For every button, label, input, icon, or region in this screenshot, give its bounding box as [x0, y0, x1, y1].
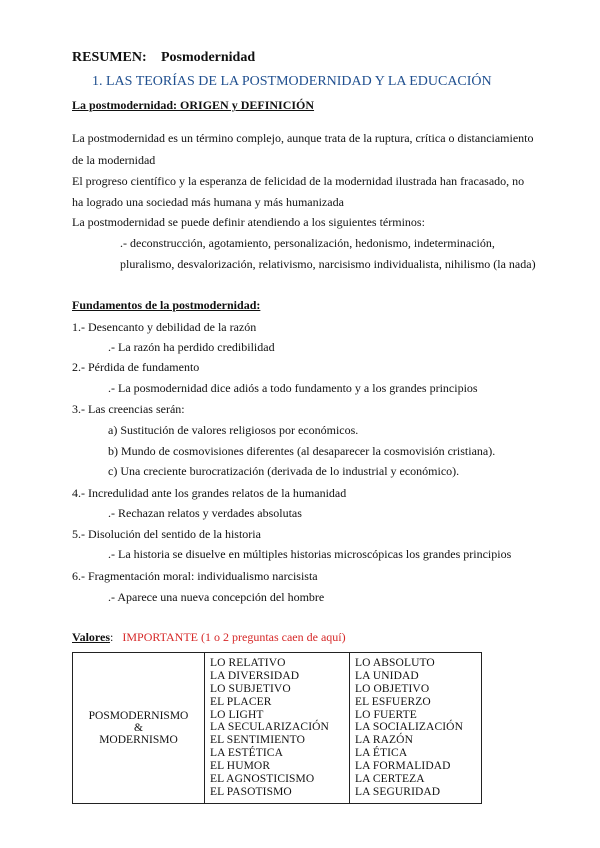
intro-line: ha logrado una sociedad más humana y más humanizada [72, 195, 344, 209]
fundamento-item: 1.- Desencanto y debilidad de la razón [72, 320, 257, 334]
posmodernismo-column [205, 653, 350, 804]
posmodernismo-value: LA SECULARIZACIÓN [210, 721, 329, 734]
modernismo-value: LA SOCIALIZACIÓN [355, 721, 463, 734]
page-title: Posmodernidad [161, 50, 256, 65]
modernismo-column [350, 653, 482, 804]
modernismo-value: LA FORMALIDAD [355, 760, 451, 773]
valores-note: IMPORTANTE (1 o 2 preguntas caen de aquí) [122, 630, 346, 644]
posmodernismo-value: EL AGNOSTICISMO [210, 773, 315, 786]
intro-line: El progreso científico y la esperanza de felicidad de la modernidad ilustrada han fracasado, no [72, 174, 525, 188]
fundamento-item: 5.- Disolución del sentido de la historia [72, 527, 261, 541]
modernismo-value: LA CERTEZA [355, 773, 425, 786]
modernismo-value: LO FUERTE [355, 708, 417, 721]
posmodernismo-value: LO LIGHT [210, 708, 264, 721]
intro-line: La postmodernidad es un término complejo, aunque trata de la ruptura, crítica o distanciamiento [72, 131, 534, 145]
posmodernismo-value: EL PASOTISMO [210, 785, 292, 798]
posmodernismo-value: LA DIVERSIDAD [210, 669, 300, 682]
fundamento-sub: .- La posmodernidad dice adiós a todo fundamento y a los grandes principios [108, 381, 478, 395]
posmodernismo-value: EL PLACER [210, 695, 272, 708]
posmodernismo-value: LO RELATIVO [210, 657, 286, 669]
modernismo-value: EL ESFUERZO [355, 695, 431, 708]
subheading-origen: La postmodernidad: ORIGEN y DEFINICIÓN [72, 98, 315, 112]
intro-line: La postmodernidad se puede definir atendiendo a los siguientes términos: [72, 215, 425, 229]
valores-colon: : [110, 630, 114, 644]
resumen-label: RESUMEN: [72, 50, 147, 65]
left-label-line: MODERNISMO [99, 733, 178, 746]
fundamento-item: 6.- Fragmentación moral: individualismo narcisista [72, 569, 318, 583]
posmodernismo-value: LA ESTÉTICA [210, 747, 283, 760]
modernismo-value: LO ABSOLUTO [355, 657, 435, 669]
posmodernismo-value: EL HUMOR [210, 760, 271, 773]
modernismo-value: LA ÉTICA [355, 747, 408, 760]
intro-terms: .- deconstrucción, agotamiento, personalización, hedonismo, indeterminación, [120, 236, 495, 250]
fundamento-sub: .- La razón ha perdido credibilidad [108, 340, 275, 354]
fundamento-sub: b) Mundo de cosmovisiones diferentes (al desaparecer la cosmovisión cristiana). [108, 444, 496, 458]
valores-heading [72, 630, 346, 645]
left-label-line: POSMODERNISMO [88, 709, 189, 722]
valores-label: Valores [72, 630, 111, 644]
intro-terms: pluralismo, desvalorización, relativismo, narcisismo individualista, nihilismo (la nada) [120, 257, 536, 271]
intro-line: de la modernidad [72, 153, 156, 167]
modernismo-value: LO OBJETIVO [355, 682, 430, 695]
section-heading: 1. LAS TEORÍAS DE LA POSTMODERNIDAD Y LA EDUCACIÓN [92, 74, 492, 89]
fundamento-sub: .- La historia se disuelve en múltiples historias microscópicas los grandes principios [108, 547, 512, 561]
fundamento-sub: .- Aparece una nueva concepción del hombre [108, 590, 325, 604]
fundamento-sub: a) Sustitución de valores religiosos por económicos. [108, 423, 359, 437]
table-left-header [73, 653, 205, 804]
valores-table [72, 652, 482, 804]
modernismo-value: LA SEGURIDAD [355, 785, 441, 798]
modernismo-value: LA UNIDAD [355, 669, 419, 682]
fundamento-sub: .- Rechazan relatos y verdades absolutas [108, 506, 302, 520]
fundamento-item: 3.- Las creencias serán: [72, 402, 185, 416]
posmodernismo-value: EL SENTIMIENTO [210, 734, 305, 747]
fundamentos-heading: Fundamentos de la postmodernidad: [72, 298, 261, 312]
posmodernismo-value: LO SUBJETIVO [210, 682, 291, 695]
fundamento-sub: c) Una creciente burocratización (derivada de lo industrial y económico). [108, 464, 460, 478]
modernismo-value: LA RAZÓN [355, 734, 413, 747]
fundamento-item: 4.- Incredulidad ante los grandes relatos de la humanidad [72, 486, 347, 500]
left-label-line: & [134, 721, 143, 734]
fundamento-item: 2.- Pérdida de fundamento [72, 360, 200, 374]
